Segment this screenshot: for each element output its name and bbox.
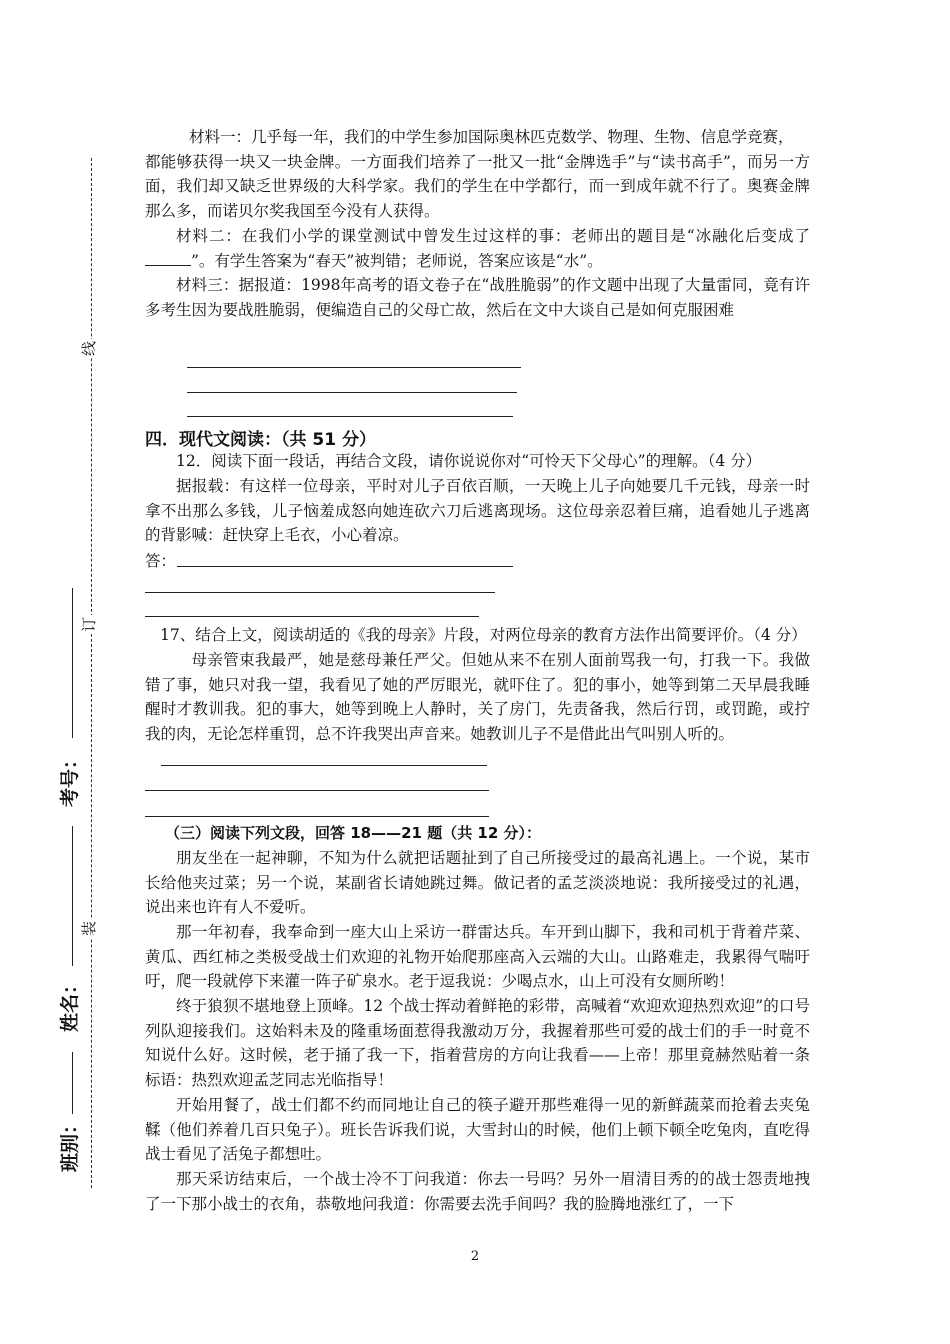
passage-paragraph-4: 开始用餐了，战士们都不约而同地让自己的筷子避开那些难得一见的新鲜蔬菜而抢着去夹兔鞣（他们养着几百只兔子）。班长告诉我们说，大雪封山的时候，他们上顿下顿全吃兔肉，直吃得战士看见了活兔子都想吐。 xyxy=(145,1096,810,1164)
answer-line[interactable] xyxy=(145,816,489,817)
binding-char-zhuang: 装 xyxy=(80,920,99,937)
question-12: 12．阅读下面一段话，再结合文段，请你说说你对“可怜天下父母心”的理解。（4 分） xyxy=(176,452,762,470)
answer-line[interactable] xyxy=(145,790,489,791)
material-one: 材料一：几乎每一年，我们的中学生参加国际奥林匹克数学、物理、生物、信息学竞赛， 都能够获得一块又一块金牌。一方面我们培养了一批又一批“金牌选手”与“读书高手”，而另一方面，我们却又缺乏世界级的大科学家。我们的学生在中学都行，而一到成年就不行了。奥赛金牌那么多，而诺贝尔奖我国至今没有人获得。 xyxy=(145,128,810,220)
question-17: 17、结合上文，阅读胡适的《我的母亲》片段，对两位母亲的教育方法作出简要评价。（4 分） xyxy=(160,626,807,644)
material-three: 材料三：据报道：1998年高考的语文卷子在“战胜脆弱”的作文题中出现了大量雷同，竟有许多考生因为要战胜脆弱，便编造自己的父母亡故，然后在文中大谈自己是如何克服困难 xyxy=(145,276,810,319)
binding-dashed-line xyxy=(91,158,92,1188)
answer-line[interactable] xyxy=(145,616,479,617)
exam-number-label: 考号： xyxy=(59,749,82,808)
page-number: 2 xyxy=(470,1249,480,1264)
answer-line[interactable] xyxy=(187,367,521,368)
answer-line[interactable] xyxy=(145,592,495,593)
answer-line[interactable] xyxy=(177,566,513,567)
passage-paragraph-2: 那一年初春，我奉命到一座大山上采访一群雷达兵。车开到山脚下，我和司机于背着芹菜、黄瓜、西红柿之类极受战士们欢迎的礼物开始爬那座高入云端的大山。山路难走，我累得气喘吁吁，爬一段就停下来灌一阵子矿泉水。老于逗我说：少喝点水，山上可没有女厕所哟！ xyxy=(145,923,810,991)
question-12-passage: 据报载：有这样一位母亲，平时对儿子百依百顺，一天晚上儿子向她要几千元钱，母亲一时拿不出那么多钱，儿子恼羞成怒向她连砍六刀后逃离现场。这位母亲忍着巨痛，追看她儿子逃离的背影喊：赶快穿上毛衣，小心着凉。 xyxy=(145,477,810,545)
question-17-passage: 母亲管束我最严，她是慈母兼任严父。但她从来不在别人面前骂我一句，打我一下。我做错了事，她只对我一望，我看见了她的严厉眼光，就吓住了。犯的事小，她等到第二天早晨我睡醒时才教训我。犯的事大，她等到晚上人静时，关了房门，先责备我，然后行罚，或罚跪，或拧我的肉，无论怎样重罚，总不许我哭出声音来。她教训儿子不是借此出气叫别人听的。 xyxy=(145,651,810,743)
passage-paragraph-5: 那天采访结束后，一个战士冷不丁问我道：你去一号吗？另外一眉清目秀的的战士怨责地拽了一下那小战士的衣角，恭敬地问我道：你需要去洗手间吗？我的脸腾地涨红了，一下 xyxy=(145,1170,810,1213)
answer-line[interactable] xyxy=(187,416,513,417)
binding-char-xian: 线 xyxy=(80,340,99,357)
section-three-heading: （三）阅读下列文段，回答 18——21 题（共 12 分）： xyxy=(165,824,542,842)
fill-blank[interactable] xyxy=(145,251,191,266)
exam-number-blank[interactable] xyxy=(72,588,73,738)
passage-paragraph-1: 朋友坐在一起神聊，不知为什么就把话题扯到了自己所接受过的最高礼遇上。一个说，某市长给他夹过菜；另一个说，某副省长请她跳过舞。做记者的孟芝淡淡地说：我所接受过的礼遇，说出来也许有人不爱听。 xyxy=(145,849,810,917)
answer-line[interactable] xyxy=(161,765,487,766)
answer-line[interactable] xyxy=(187,392,517,393)
passage-paragraph-3: 终于狼狈不堪地登上顶峰。12 个战士挥动着鲜艳的彩带，高喊着“欢迎欢迎热烈欢迎”的口号列队迎接我们。这始料未及的隆重场面惹得我激动万分，我握着那些可爱的战士们的手一时竟不知说什么好。这时候，老于捅了我一下，指着营房的方向让我看——上帝！那里竟赫然贴着一条标语：热烈欢迎孟芝同志光临指导！ xyxy=(145,997,810,1089)
class-blank[interactable] xyxy=(72,1052,73,1114)
name-blank[interactable] xyxy=(72,826,73,966)
class-label: 班别： xyxy=(59,1114,82,1173)
section-heading: 四．现代文阅读：（共 51 分） xyxy=(145,430,376,450)
name-label: 姓名： xyxy=(59,974,82,1033)
binding-char-ding: 订 xyxy=(80,616,99,633)
material-two: 材料二：在我们小学的课堂测试中曾发生过这样的事：老师出的题目是“冰融化后变成了”。有学生答案为“春天”被判错；老师说，答案应该是“水”。 xyxy=(145,224,810,273)
answer-label: 答： xyxy=(145,552,177,570)
